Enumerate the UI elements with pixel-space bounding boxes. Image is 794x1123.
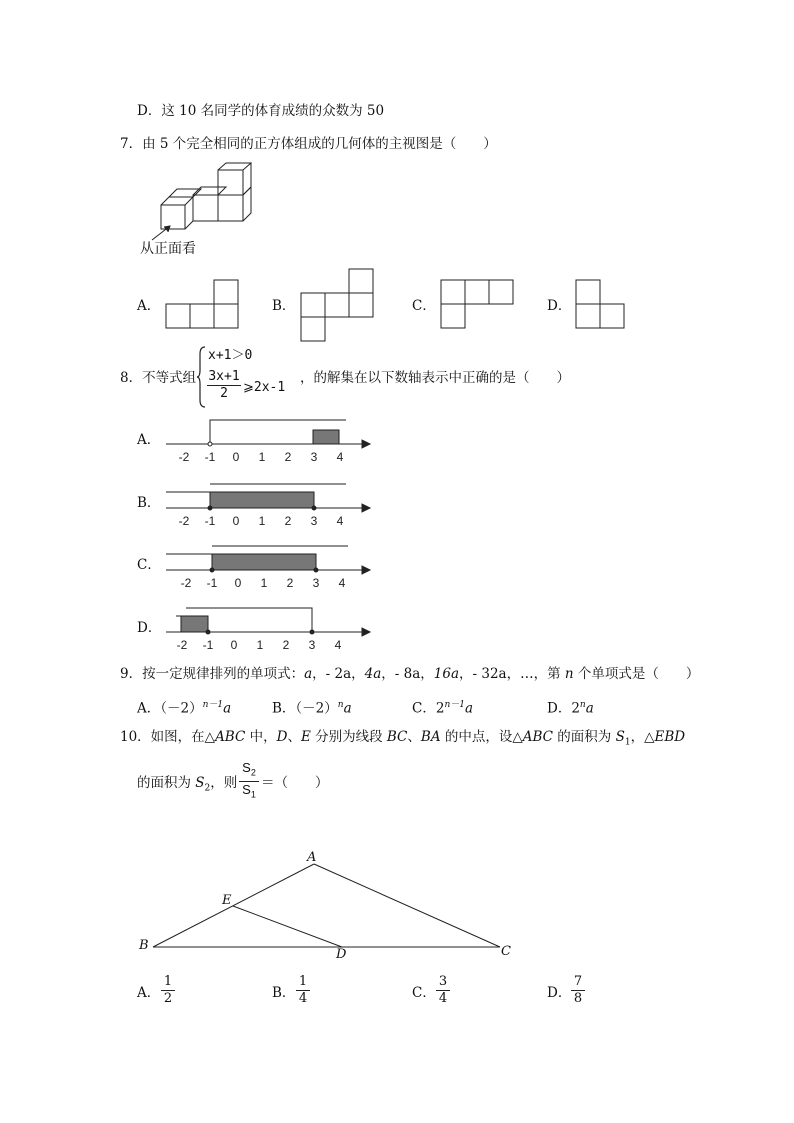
q7-option-d-label[interactable]: D． — [547, 298, 572, 314]
tick-label: 1 — [256, 638, 264, 652]
q10-var: ABC — [522, 729, 554, 745]
tick-label: -1 — [206, 576, 218, 590]
q10-sub: 1 — [624, 737, 631, 748]
q9-term: ，- 8a， — [381, 666, 434, 682]
q8-ineq2-numerator: 3x+1 — [208, 369, 240, 384]
option-label: A． — [137, 700, 161, 717]
numerator: 1 — [163, 974, 173, 989]
q10-var: S — [615, 729, 625, 745]
point-label-d: D — [336, 947, 347, 962]
q8-option-a-numberline — [166, 416, 376, 468]
q10-var: EBD — [654, 729, 686, 745]
tick-label: 1 — [258, 514, 266, 528]
q10-var: S — [195, 775, 205, 791]
tick-label: 4 — [336, 450, 344, 464]
q10-option-c-fraction[interactable] — [435, 974, 451, 1007]
q8-inequality-1: x+1＞0 — [208, 348, 253, 363]
q7-view-caption: 从正面看 — [140, 241, 196, 257]
q10-text: 10．如图，在△ — [120, 729, 216, 745]
option-var: a — [585, 700, 594, 717]
denominator: 4 — [438, 991, 448, 1006]
q10-sub: 2 — [204, 783, 211, 794]
option-exponent: n — [337, 700, 344, 710]
q10-text: 的中点，设△ — [440, 729, 523, 745]
denominator: 8 — [573, 991, 583, 1006]
q10-text: 的面积为 — [137, 775, 196, 791]
ratio-denominator — [242, 781, 256, 800]
tick-label: -1 — [202, 638, 214, 652]
tick-label: -1 — [204, 450, 216, 464]
denominator: 2 — [163, 991, 173, 1006]
q9-option-b[interactable] — [272, 696, 352, 718]
q9-term: 4a — [364, 666, 382, 682]
option-var: a — [464, 700, 474, 717]
q8-option-d-label[interactable]: D． — [137, 620, 162, 636]
option-var: a — [343, 700, 352, 717]
point-label-e: E — [222, 893, 232, 908]
tick-label: 4 — [338, 576, 346, 590]
q8-option-c-numberline — [166, 542, 376, 594]
q10-var: BA — [420, 729, 441, 745]
ratio-num-s: S — [242, 760, 251, 775]
tick-label: 0 — [230, 638, 238, 652]
point-label-a: A — [307, 850, 317, 865]
point-label-b: B — [139, 938, 149, 953]
denominator: 4 — [298, 991, 308, 1006]
q10-option-a-fraction[interactable] — [160, 974, 176, 1007]
q6-option-d: D．这 10 名同学的体育成绩的众数为 50 — [137, 103, 385, 119]
option-var: a — [223, 700, 232, 717]
tick-label: -2 — [180, 576, 192, 590]
q10-var: E — [300, 729, 311, 745]
tick-label: 4 — [334, 638, 342, 652]
numerator: 7 — [573, 974, 583, 989]
q10-var: BC — [386, 729, 408, 745]
q9-stem — [120, 665, 699, 683]
q9-stem-a: 9．按一定规律排列的单项式： — [120, 666, 305, 682]
q9-term: ，…，第 — [506, 666, 565, 682]
q10-text: 的面积为 — [553, 729, 616, 745]
ratio-den-sub: 1 — [250, 789, 256, 800]
left-brace-icon — [196, 346, 206, 408]
option-base: 2 — [571, 700, 580, 717]
tick-label: 2 — [284, 450, 292, 464]
q9-term: 16a — [433, 666, 460, 682]
q9-option-c[interactable] — [412, 696, 473, 718]
q10-text: ，△ — [630, 729, 655, 745]
q10-text: 、 — [287, 729, 301, 745]
tick-label: 2 — [282, 638, 290, 652]
q8-option-b-numberline — [166, 480, 376, 532]
tick-label: -2 — [178, 450, 190, 464]
q10-var: D — [276, 729, 288, 745]
tick-label: 0 — [234, 576, 242, 590]
q8-option-d-numberline — [166, 604, 376, 656]
q8-inequality-2-rhs: ⩾2x-1 — [243, 380, 286, 395]
tick-label: 3 — [310, 450, 318, 464]
q9-term: ，- 32a — [459, 666, 507, 682]
ratio-den-s: S — [242, 781, 251, 797]
tick-label: -1 — [204, 514, 216, 528]
q10-text: 分别为线段 — [310, 729, 387, 745]
tick-label: 1 — [258, 450, 266, 464]
option-exponent: n－1 — [202, 700, 224, 710]
q10-stem-line2-c: ＝（ ） — [261, 775, 329, 791]
q9-stem-b: 个单项式是（ ） — [573, 666, 700, 682]
ratio-num-sub: 2 — [250, 767, 256, 778]
q10-text: ，则 — [210, 775, 238, 791]
q8-inequality-2-fraction — [206, 369, 242, 402]
q7-stem: 7．由 5 个完全相同的正方体组成的几何体的主视图是（ ） — [120, 136, 497, 152]
q10-stem-line1 — [120, 728, 685, 752]
option-label: B． — [272, 700, 296, 717]
q10-option-c-label[interactable]: C． — [412, 985, 436, 1001]
numerator: 3 — [438, 974, 448, 989]
q7-option-b-label[interactable]: B． — [272, 298, 296, 314]
option-base: （－2） — [295, 700, 338, 717]
q10-triangle-figure — [140, 850, 520, 965]
option-exponent: n－1 — [444, 700, 465, 710]
q7-option-a-figure — [165, 280, 239, 330]
q8-option-a-label[interactable]: A． — [137, 432, 161, 448]
q7-option-a-label[interactable]: A． — [137, 298, 161, 314]
q10-stem-line2-a — [137, 774, 237, 798]
q7-option-b-figure — [300, 268, 374, 342]
q10-option-b-label[interactable]: B． — [272, 985, 296, 1001]
tick-label: 2 — [286, 576, 294, 590]
q9-var-n: n — [564, 666, 574, 682]
q7-option-c-figure — [440, 280, 514, 330]
q10-option-d-fraction[interactable] — [570, 974, 586, 1007]
q10-option-b-fraction[interactable] — [295, 974, 311, 1007]
tick-label: 1 — [260, 576, 268, 590]
tick-label: 3 — [312, 576, 320, 590]
q10-option-d-label[interactable]: D． — [547, 985, 572, 1001]
tick-label: 4 — [336, 514, 344, 528]
tick-label: 3 — [308, 638, 316, 652]
q10-ratio-fraction — [238, 760, 260, 802]
tick-label: -2 — [176, 638, 188, 652]
q10-text: 中， — [245, 729, 277, 745]
tick-label: -2 — [178, 514, 190, 528]
q8-prefix: 8．不等式组 — [120, 370, 197, 386]
q9-term: a — [304, 666, 313, 682]
option-base: （－2） — [160, 700, 203, 717]
tick-label: 0 — [232, 514, 240, 528]
option-exponent: n — [579, 700, 586, 710]
option-base: 2 — [435, 700, 445, 717]
q7-option-c-label[interactable]: C． — [412, 298, 436, 314]
point-label-c: C — [501, 944, 511, 959]
numerator: 1 — [298, 974, 308, 989]
q7-cube-figure — [150, 160, 270, 250]
q9-term: ，- 2a， — [312, 666, 365, 682]
option-label: C． — [412, 700, 436, 717]
tick-label: 0 — [232, 450, 240, 464]
tick-label: 3 — [310, 514, 318, 528]
q10-option-a-label[interactable]: A． — [137, 985, 161, 1001]
q8-ineq2-denominator: 2 — [220, 386, 228, 401]
q10-var: ABC — [215, 729, 246, 745]
q8-option-c-label[interactable]: C． — [137, 557, 161, 573]
q10-text: 、 — [407, 729, 421, 745]
q9-option-d[interactable] — [547, 696, 594, 718]
q8-suffix: ，的解集在以下数轴表示中正确的是（ ） — [300, 370, 570, 386]
option-label: D． — [547, 700, 572, 717]
q7-option-d-figure — [575, 280, 625, 330]
ratio-numerator — [242, 760, 256, 778]
tick-label: 2 — [284, 514, 292, 528]
q8-option-b-label[interactable]: B． — [137, 495, 161, 511]
q9-option-a[interactable] — [137, 696, 231, 718]
